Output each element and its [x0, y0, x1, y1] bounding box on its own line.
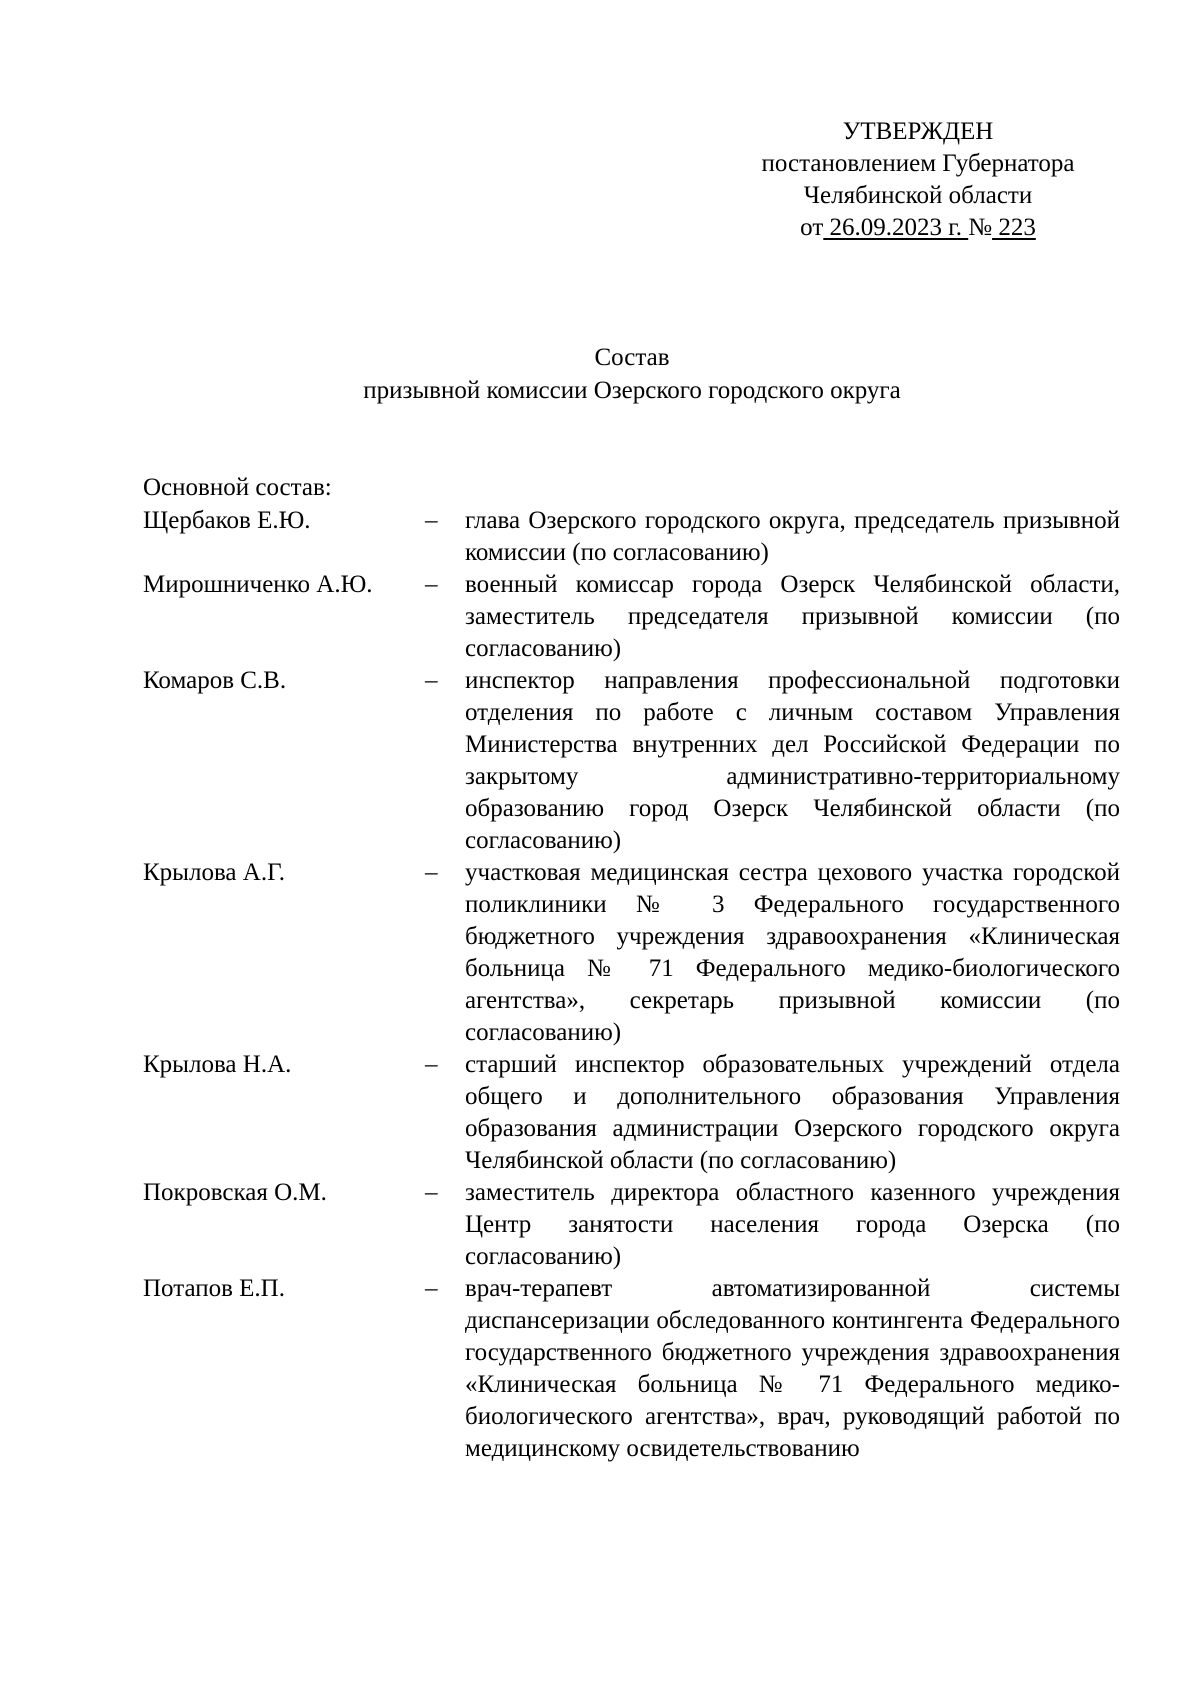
- approval-number: 223: [992, 214, 1036, 241]
- member-name: Покровская О.М.: [143, 1179, 327, 1206]
- member-row: [143, 569, 1123, 665]
- member-role: старший инспектор образовательных учреждений отдела общего и дополнительного образования Управления образования администрации Озерского городского округа Челябинской области (по согласованию): [465, 1051, 1120, 1174]
- member-role: врач-терапевт автоматизированной системы диспансеризации обследованного контингента Федерального государственного бюджетного учреждения здравоохранения «Клиническая больница № 71 Федерального медико-биологического агентства», врач, руководящий работой по медицинскому освидетельствованию: [465, 1275, 1120, 1462]
- member-dash: –: [425, 1051, 438, 1078]
- member-dash: –: [425, 1179, 438, 1206]
- title-line-2: призывной комиссии Озерского городского округа: [363, 377, 901, 404]
- member-name: Крылова А.Г.: [143, 859, 285, 886]
- member-name: Крылова Н.А.: [143, 1051, 292, 1078]
- approval-date-line: [733, 212, 1103, 244]
- member-dash: –: [425, 667, 438, 694]
- member-row: [143, 505, 1123, 569]
- member-name: Потапов Е.П.: [143, 1275, 285, 1302]
- member-row: [143, 1273, 1123, 1465]
- approval-heading: УТВЕРЖДЕН: [842, 118, 994, 145]
- approval-region-line: Челябинской области: [803, 182, 1033, 209]
- member-row: [143, 857, 1123, 1049]
- member-name: Комаров С.В.: [143, 667, 287, 694]
- section-label: Основной состав:: [143, 474, 332, 501]
- member-role: военный комиссар города Озерск Челябинской области, заместитель председателя призывной комиссии (по согласованию): [465, 571, 1120, 662]
- approval-decree-line: постановлением Губернатора: [761, 150, 1075, 177]
- member-dash: –: [425, 859, 438, 886]
- members-list: [143, 505, 1123, 1465]
- date-prefix: от: [800, 214, 824, 241]
- member-row: [143, 665, 1123, 857]
- member-dash: –: [425, 571, 438, 598]
- approval-block: [733, 116, 1103, 244]
- number-prefix: №: [968, 214, 993, 241]
- member-name: Щербаков Е.Ю.: [143, 507, 311, 534]
- member-dash: –: [425, 507, 438, 534]
- member-dash: –: [425, 1275, 438, 1302]
- approval-date: 26.09.2023 г.: [823, 214, 969, 241]
- member-role: заместитель директора областного казенного учреждения Центр занятости населения города Озерска (по согласованию): [465, 1179, 1120, 1270]
- member-row: [143, 1177, 1123, 1273]
- member-name: Мирошниченко А.Ю.: [143, 571, 373, 598]
- member-row: [143, 1049, 1123, 1177]
- title-line-1: Состав: [594, 344, 670, 371]
- document-title: [200, 342, 1064, 408]
- member-role: инспектор направления профессиональной подготовки отделения по работе с личным составом Управления Министерства внутренних дел Российской Федерации по закрытому административно-территориальному образованию город Озерск Челябинской области (по согласованию): [465, 667, 1120, 854]
- member-role: участковая медицинская сестра цехового участка городской поликлиники № 3 Федерального государственного бюджетного учреждения здравоохранения «Клиническая больница № 71 Федерального медико-биологического агентства», секретарь призывной комиссии (по согласованию): [465, 859, 1120, 1046]
- member-role: глава Озерского городского округа, председатель призывной комиссии (по согласованию): [465, 507, 1120, 566]
